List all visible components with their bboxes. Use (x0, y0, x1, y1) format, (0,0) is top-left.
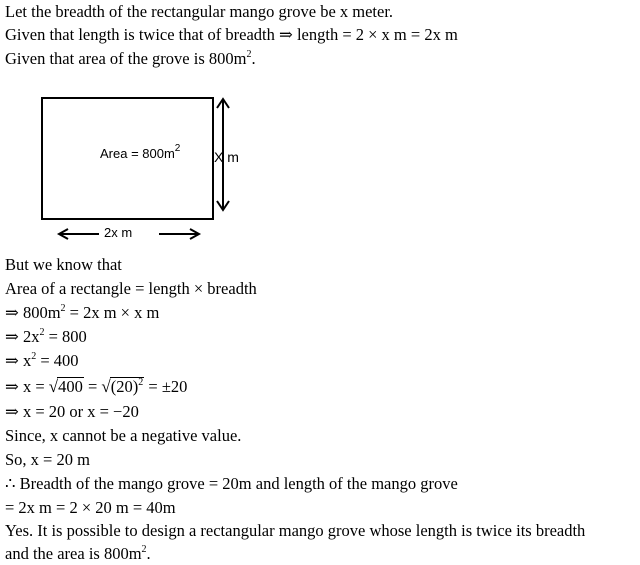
area-text: Area = 800m (100, 146, 175, 161)
text-line-14: = 2x m = 2 × 20 m = 40m (5, 498, 176, 517)
text-line-8 (5, 350, 79, 372)
text-segment: ⇒ x = (5, 377, 49, 396)
text-segment: . (251, 49, 256, 68)
arrows (0, 88, 260, 248)
text-segment: Given that area of the grove is 800m (5, 49, 247, 68)
text-segment: = 800 (44, 327, 87, 346)
superscript: 2 (31, 351, 37, 362)
text-line-2: Given that length is twice that of breadth ⇒ length = 2 × x m = 2x m (5, 25, 458, 44)
text-line-15: Yes. It is possible to design a rectangular mango grove whose length is twice its breadth (5, 521, 586, 540)
radicand (110, 377, 145, 396)
text-segment: = 2x m × x m (65, 303, 160, 322)
left-arrow-icon (59, 229, 99, 239)
text-line-6 (5, 302, 159, 324)
text-segment: . (146, 544, 151, 563)
side-label: X m (214, 149, 239, 165)
text-line-13: ∴ Breadth of the mango grove = 20m and length of the mango grove (5, 474, 458, 493)
radical-sign-icon: √ (48, 377, 59, 396)
text-segment: and the area is 800m (5, 544, 142, 563)
vertical-double-arrow-icon (217, 99, 229, 210)
text-line-9 (5, 376, 187, 398)
text-segment: = (83, 377, 102, 396)
right-arrow-icon (159, 229, 199, 239)
text-segment: = ±20 (144, 377, 188, 396)
text-line-1: Let the breadth of the rectangular mango grove be x meter. (5, 2, 394, 21)
text-line-7 (5, 326, 87, 348)
text-segment: ⇒ 800m (5, 303, 61, 322)
text-segment: ⇒ x (5, 351, 32, 370)
text-line-4: But we know that (5, 255, 122, 274)
text-line-3 (5, 48, 256, 70)
text-line-5: Area of a rectangle = length × breadth (5, 279, 257, 298)
superscript: 2 (39, 327, 45, 338)
length-label: 2x m (104, 225, 133, 240)
text-line-11: Since, x cannot be a negative value. (5, 426, 242, 445)
area-superscript: 2 (174, 143, 181, 154)
rectangle-diagram (0, 88, 260, 248)
superscript: 2 (138, 377, 144, 388)
text-segment: = 400 (36, 351, 79, 370)
text-line-10: ⇒ x = 20 or x = −20 (5, 402, 139, 421)
radicand: 400 (58, 377, 83, 396)
superscript: 2 (246, 49, 252, 60)
superscript: 2 (141, 544, 147, 555)
text-segment: ⇒ 2x (5, 327, 40, 346)
text-line-12: So, x = 20 m (5, 450, 90, 469)
radical-sign-icon: √ (101, 377, 111, 396)
radicand-base: (20) (110, 377, 139, 396)
text-line-16 (5, 543, 151, 565)
superscript: 2 (60, 303, 66, 314)
